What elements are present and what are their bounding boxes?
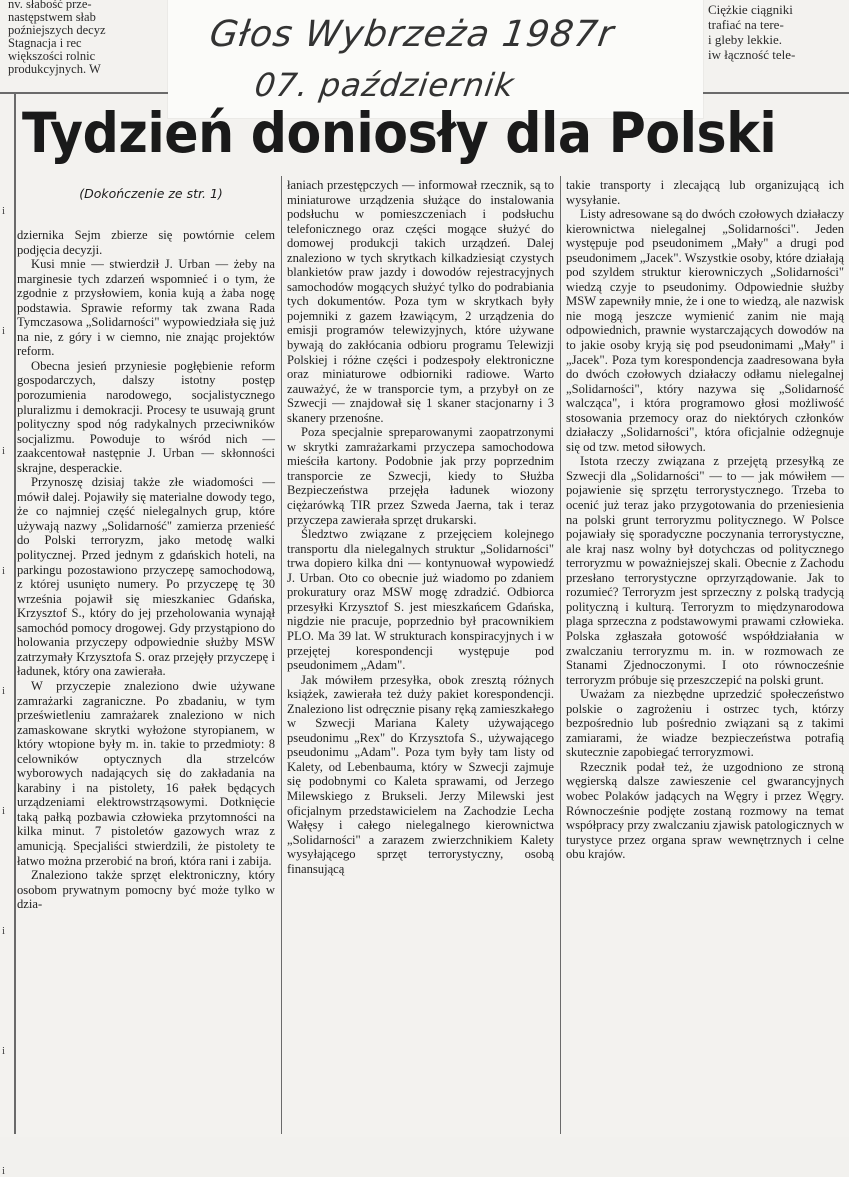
paragraph: Poza specjalnie spreparowanymi zaopatrzonymi w skrytki zamrażarkami przyczepa samochodowa mieściła kartony. Podobnie jak przy poprzednim transporcie ze Szwecji, kiedy to Służba Bezpieczeństwa przejęła ładunek wiozony ciężarówką TIR przez Szweda Jaerna, tak i teraz przyczepa zawierała sprzęt drukarski. xyxy=(287,425,554,527)
paragraph: takie transporty i zlecającą lub organizującą ich wysyłanie. xyxy=(566,178,844,207)
top-right-fragment: Ciężkie ciągniki trafiać na tere- i gleby lekkie. iw łączność tele- xyxy=(708,2,796,62)
continuation-note: (Dokończenie ze str. 1) xyxy=(79,186,223,201)
margin-mark: i xyxy=(2,685,6,697)
margin-mark: i xyxy=(2,565,6,577)
paragraph: Śledztwo związane z przejęciem kolejnego transportu dla nielegalnych struktur „Solidarności" trwa dopiero kilka dni — kontynuował wypowiedź J. Urban. Oto co obecnie już wiadomo po zdaniem prokuratury oraz MSW mogę zdradzić. Odbiorca przesyłki Krzysztof S. jest mieszkańcem Gdańska, nigdzie nie pracuje, poprzednio był pracownikiem PLO. Ma 39 lat. W strukturach konspiracyjnych i w przejętej korespondencji występuje pod pseudonimem „Adam". xyxy=(287,527,554,673)
paragraph: Jak mówiłem przesyłka, obok zresztą różnych książek, zawierała też duży pakiet korespondencji. Znaleziono list odręcznie pisany ręką zamieszkałego w Szwecji Mariana Kalety używającego pseudonimu „Rex" do Krzysztofa S., używającego pseudonimu „Adam". Poza tym były tam listy od Kalety, od Lebenbauma, który w Szwecji zajmuje się podobnymi co Kaleta sprawami, od Jerzego Milewskiego z Brukseli. Jerzy Milewski jest oficjalnym przedstawicielem na Zachodzie Lecha Wałęsy i całego nielegalnego kierownictwa „Solidarności" a zarazem zwierzchnikiem Kalety wysyłającego sprzęt terrorystyczny, osobą finansującą xyxy=(287,672,554,876)
margin-mark: i xyxy=(2,1045,6,1057)
paragraph: łaniach przestępczych — informował rzecznik, są to miniaturowe urządzenia służące do instalowania podsłuchu w pomieszczeniach i podsłuchu telefonicznego oraz części mogące służyć do domowej produkcji takich urządzeń. Dalej znaleziono w tych skrytkach kilkadziesiąt czystych blankietów praw jazdy i dowodów rejestracyjnych samochodów mogących służyć tylko do podrabiania tych dokumentów. Poza tym w skrytkach były pojemniki z gazem łzawiącym, 2 urządzenia do emisji programów telewizyjnych, które używane bywają do zakłócania odbioru programu Telewizji Polskiej i różne części i podzespoły elektroniczne oraz miniaturowe odbiorniki radiowe. Warto zauważyć, że w transporcie tym, a przybył on ze Szwecji — znajdował się 1 skaner stacjonarny i 3 skanery przenośne. xyxy=(287,178,554,425)
margin-mark: i xyxy=(2,805,6,817)
margin-mark: i xyxy=(2,925,6,937)
top-left-fragment: nv. słabość prze- następstwem słab poźniejszych decyz Stagnacja i rec większości rolnic produkcyjnych. W xyxy=(8,0,106,76)
paragraph: Rzecznik podał też, że uzgodniono ze stroną węgierską dalsze zawieszenie cel gwarancyjnych wobec Polaków jadących na Węgry i przez Węgry. Równocześnie podjęte zostaną rozmowy na temat współpracy przy zwalczaniu zjawisk patologicznych w turystyce przez organa spraw wewnętrznych i celne obu krajów. xyxy=(566,759,844,862)
handwritten-source: Głos Wybrzeża 1987r xyxy=(207,14,617,55)
margin-mark: i xyxy=(2,205,6,217)
column-rule-1 xyxy=(281,176,282,1134)
left-border-rule xyxy=(14,94,16,1134)
handwritten-date: 07. październik xyxy=(252,66,517,104)
paragraph: Istota rzeczy związana z przejętą przesyłką ze Szwecji dla „Solidarności" — to — jak mówiłem — pojawienie się sprzętu terrorystycznego. Trzeba to ocenić już teraz jako przygotowania do przeniesienia na polski grunt terroryzmu politycznego. W Polsce pojawiały się sporadyczne poczynania terrorystyczne, ale kraj nasz wolny był dotychczas od politycznego terroryzmu w poważniejszej skali. Obecnie z Zachodu przesłano terrorystyczne oprzyrządowanie. Jak to rozumieć? Terroryzm jest sprzeczny z polską tradycją polityczną i kulturą. Terroryzm to międzynarodowa plaga sprzeczna z podstawowymi prawami człowieka. Polska zgłaszała gotowość współdziałania w zwalczaniu terroryzmu m. in. w rozmowach ze Stanami Zjednoczonymi. I oto równocześnie terroryzm próbuje się przeszczepić na polski grunt. xyxy=(566,454,844,687)
paragraph: Znaleziono także sprzęt elektroniczny, który osobom prywatnym pomocny być może tylko w dzia- xyxy=(17,868,275,912)
article-column-1 xyxy=(17,228,275,912)
left-margin-marks xyxy=(0,95,14,1177)
paragraph: Uważam za niezbędne uprzedzić społeczeństwo polskie o zagrożeniu i ostrzec tych, którzy bezpośrednio lub pośrednio związani są z takimi zamiarami, że wiadze bezpieczeństwa potrafią skutecznie zapobiegać terroryzmowi. xyxy=(566,687,844,760)
article-headline: Tydzień doniosły dla Polski xyxy=(22,101,777,165)
paragraph: Obecna jesień przyniesie pogłębienie reform gospodarczych, dalszy istotny postęp porozumienia narodowego, socjalistycznego pluralizmu i demokracji. Procesy te usuwają grunt polityczny spod nóg radykalnych przeciwników socjalizmu. Powoduje to wśród nich — zaakcentował następnie J. Urban — skłonności skrajne, desperackie. xyxy=(17,358,275,475)
article-column-3 xyxy=(566,178,844,862)
paragraph: Listy adresowane są do dwóch czołowych działaczy kierownictwa nielegalnej „Solidarności". Jeden występuje pod pseudonimem „Mały" a drugi pod pseudonimem „Jacek". Wszystkie osoby, które działają pod szyldem struktur kierowniczych „Solidarności" wiedzą czyje to pseudonimy. Odpowiednie służby MSW zapewniły mnie, że i one to wiedzą, ale nazwisk nie mogą jeszcze wymienić zanim nie mają odpowiednich, prawnie wystarczających dowodów na to jakie osoby kryją się pod pseudonimami „Mały" i „Jacek". Poza tym korespondencja zaadresowana była do dwóch czołowych działaczy odłamu nielegalnej „Solidarności", który nazywa się „Solidarność walcząca", i która programowo głosi możliwość stosowania przemocy oraz do niektórych członków działaczy „Solidarności", która oficjalnie odżegnuje się od tzw. metod siłowych. xyxy=(566,207,844,454)
paragraph: W przyczepie znaleziono dwie używane zamrażarki zagraniczne. Po zbadaniu, w tym prześwietleniu zamrażarek znaleziono w nich zamaskowane skrytki wyłożone styropianem, w który wtopione były m. in. takie to przedmioty: 8 celowników optycznych dla strzelców wyborowych nadających się do zakładania na karabiny i na pistolety, 16 pałek będących urządzeniami elektrowstrząsowymi. Dotknięcie taką pałką pozbawia człowieka przytomności na kilka minut. 7 pistoletów gazowych wraz z amunicją. Specjaliści stwierdzili, że pistolety te łatwo można przerobić na broń, która rani i zabija. xyxy=(17,678,275,868)
top-divider-rule-right xyxy=(703,92,849,94)
margin-mark: i xyxy=(2,325,6,337)
paragraph: Przynoszę dzisiaj także złe wiadomości — mówił dalej. Pojawiły się materialne dowody tego, że co najmniej część nielegalnych grup, które używają nazwy „Solidarność" zamierza przenieść do Polski terroryzm, jako metodę walki politycznej. Przed jednym z gdańskich hoteli, na parkingu pozostawiono przyczepę samochodową, z której usunięto numery. Po przyczepę tę 30 września pojawił się mieszkaniec Gdańska, Krzysztof S., który do jej przeholowania wynajął samochód pomocy drogowej. Gdy przystąpiono do holowania przyczepy odpowiednie służby MSW zatrzymały Krzysztofa S. oraz przejęły przyczepę i ładunek, który ona zawierała. xyxy=(17,475,275,679)
margin-mark: i xyxy=(2,445,6,457)
margin-mark: i xyxy=(2,1165,6,1177)
top-divider-rule xyxy=(0,92,168,94)
paragraph: Kusi mnie — stwierdził J. Urban — żeby na marginesie tych zdarzeń wspomnieć i o tym, że zgodnie z przysłowiem, konia kują a żaba nogę podstawia. Sprawie reformy tak zwana Rada Tymczasowa „Solidarności" wypowiedziała się już na nie, z góry i w ciemno, nie znając projektów reform. xyxy=(17,257,275,359)
paragraph: dziernika Sejm zbierze się powtórnie celem podjęcia decyzji. xyxy=(17,228,275,257)
column-rule-2 xyxy=(560,176,561,1134)
article-column-2 xyxy=(287,178,554,876)
